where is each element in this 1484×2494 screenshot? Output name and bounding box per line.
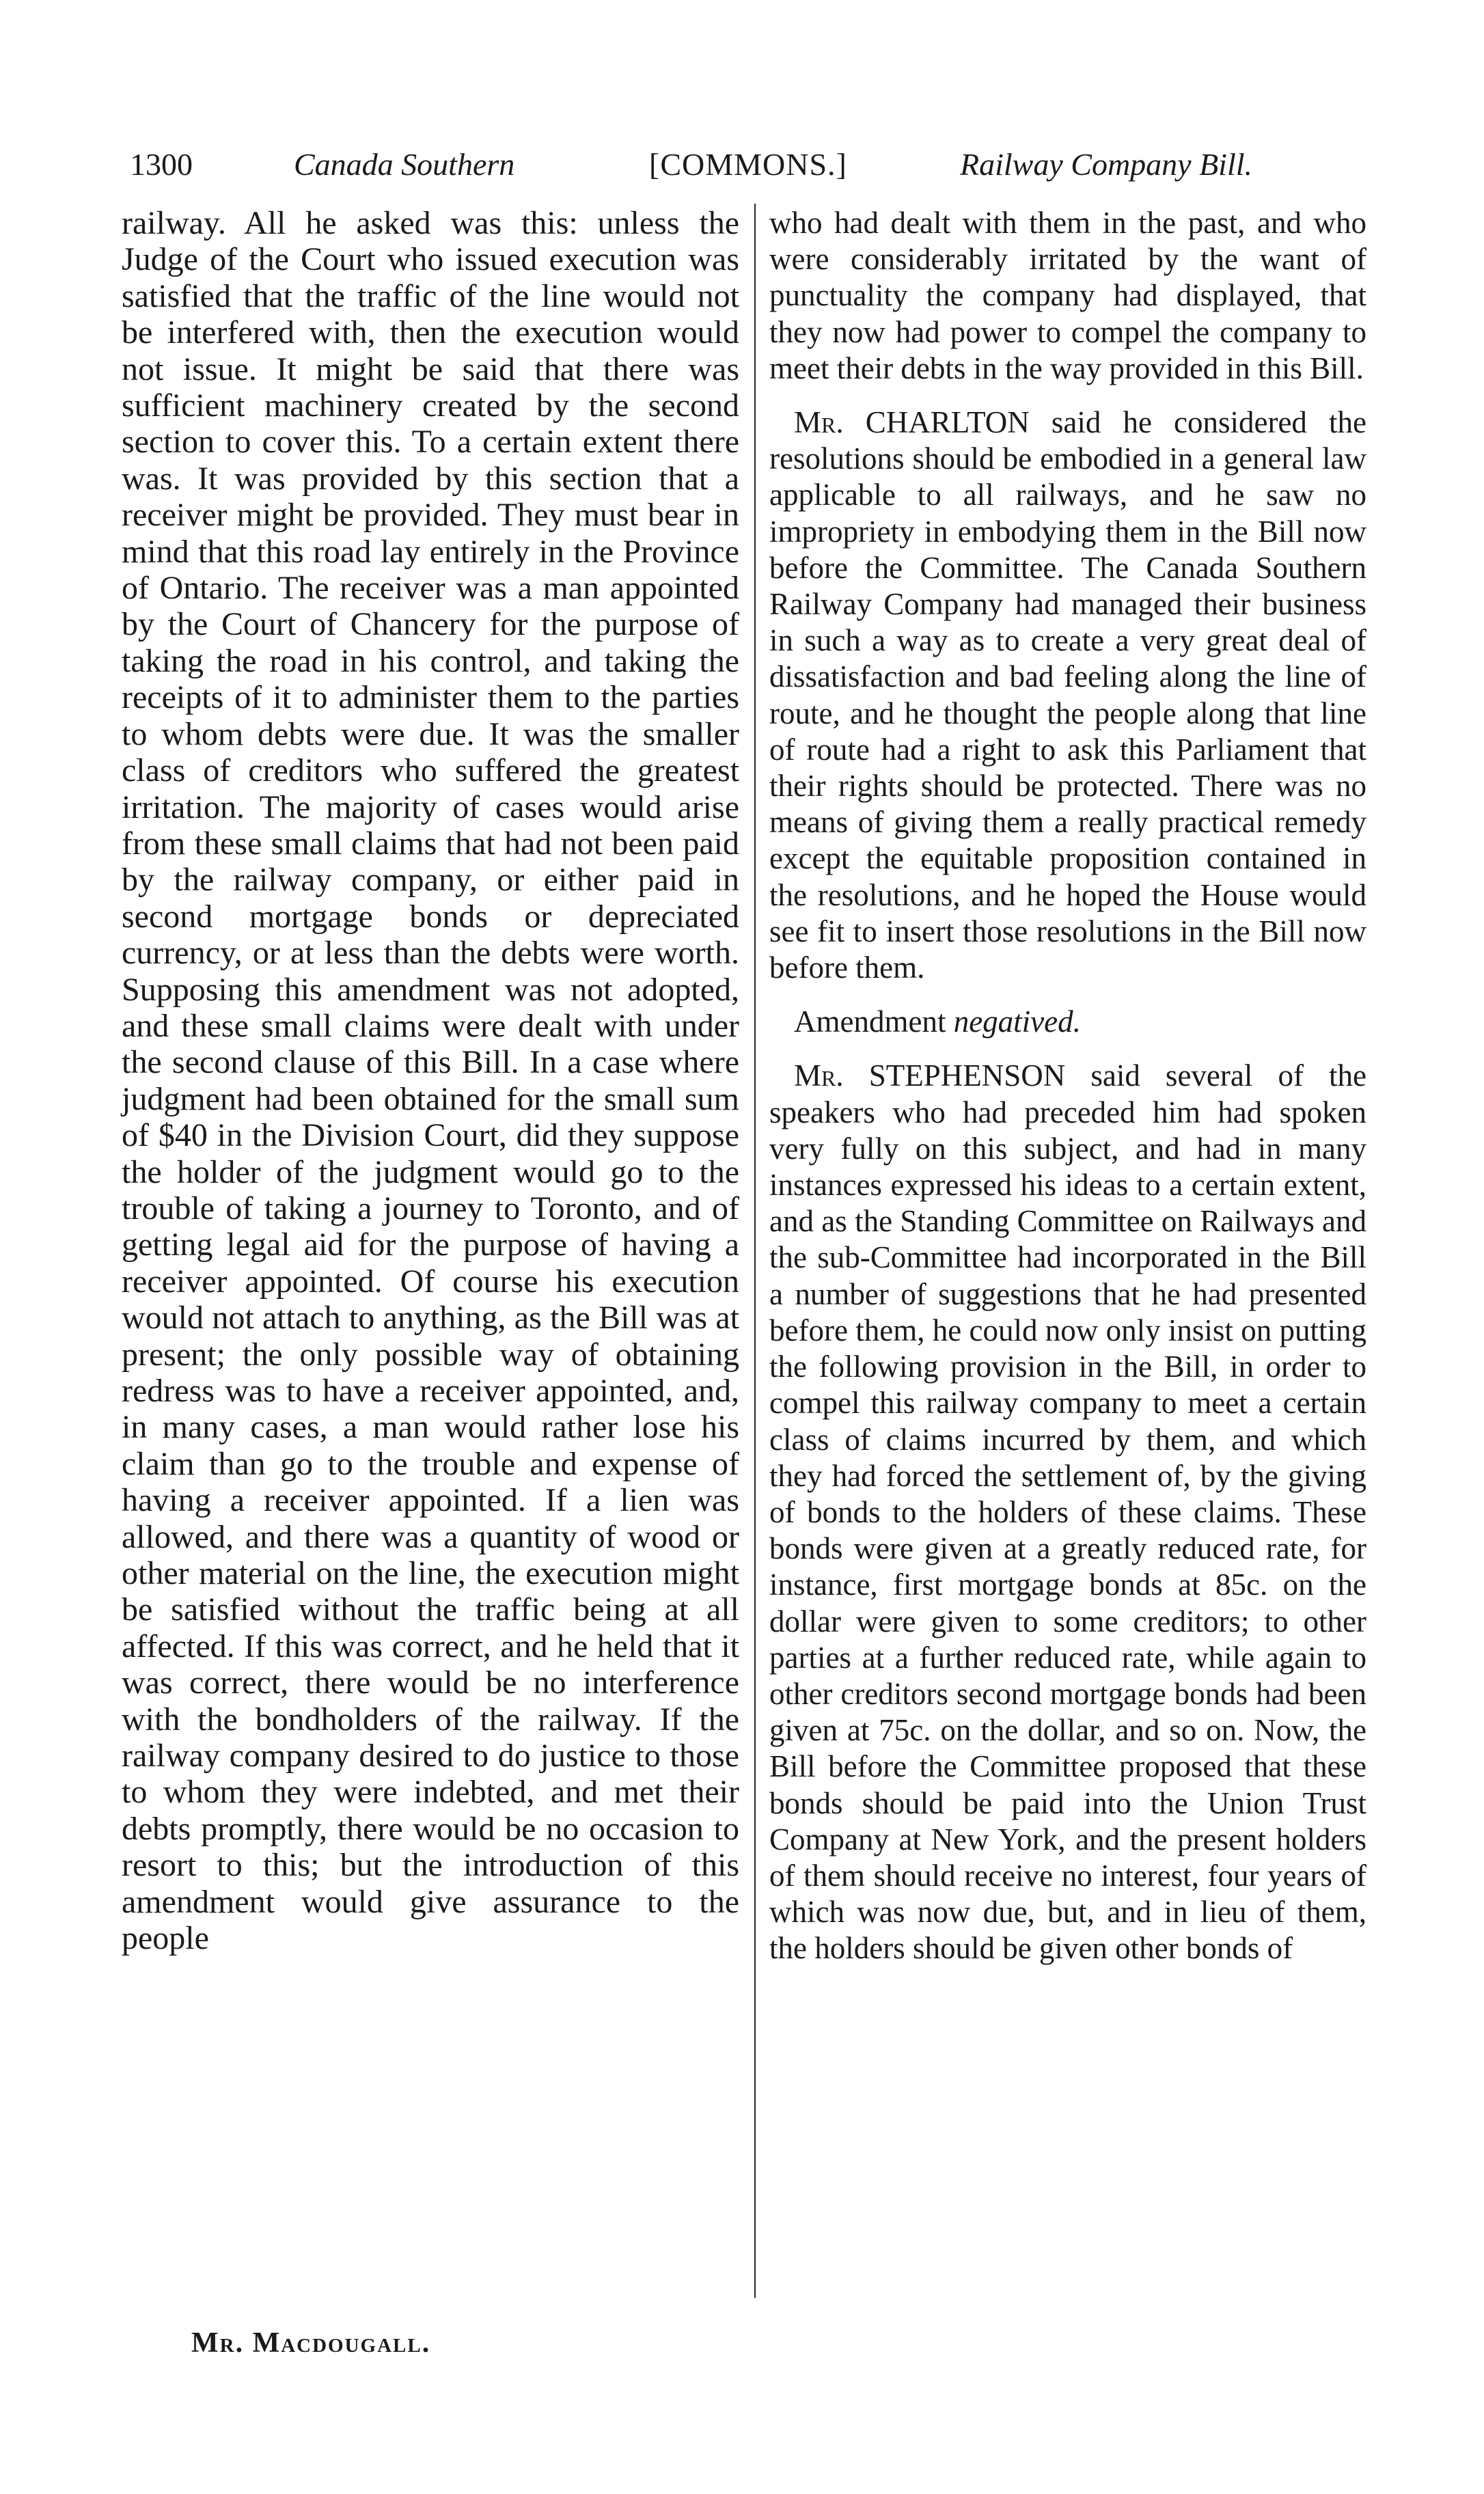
speaker-charlton: Mr. CHARLTON: [794, 405, 1030, 440]
left-column: [122, 205, 739, 1957]
amendment-result: negatived.: [953, 1004, 1081, 1039]
stephenson-speech: said several of the speakers who had preceded him had spoken very fully on this subject, and had in many instances expressed his ideas to a certain extent, and as the Standing Committee on Railways and the sub-Committee had incorporated in the Bill a number of suggestions that he had presented before them, he could now only insist on putting the following provision in the Bill, in order to compel this railway company to meet a certain class of claims incurred by them, and which they had forced the settlement of, by the giving of bonds to the holders of these claims. These bonds were given at a greatly reduced rate, for instance, first mortgage bonds at 85c. on the dollar were given to some creditors; to other parties at a further reduced rate, while again to other creditors second mortgage bonds had been given at 75c. on the dollar, and so on. Now, the Bill before the Committee proposed that these bonds should be paid into the Union Trust Company at New York, and the present holders of them should receive no interest, four years of which was now due, but, and in lieu of them, the holders should be given other bonds of: [769, 1058, 1367, 1966]
left-running-title: Canada Southern: [294, 147, 515, 182]
right-column: [769, 205, 1366, 1967]
right-paragraph-2: [769, 405, 1366, 986]
right-paragraph-3: [769, 1004, 1366, 1040]
right-paragraph-1: who had dealt with them in the past, and who were considerably irritated by the want of punctuality the company had displayed, that they now had power to compel the company to meet their debts in the way provided in this Bill.: [769, 206, 1366, 385]
column-divider: [754, 204, 756, 2298]
left-column-text: railway. All he asked was this: unless the Judge of the Court who issued execution was satisfied that the traffic of the line would not be interfered with, then the execution would not issue. It might be said that there was sufficient machinery created by the second section to cover this. To a certain extent there was. It was provided by this section that a receiver might be provided. They must bear in mind that this road lay entirely in the Province of Ontario. The receiver was a man appointed by the Court of Chancery for the purpose of taking the road in his control, and taking the receipts of it to administer them to the parties to whom debts were due. It was the smaller class of creditors who suffered the greatest irritation. The majority of cases would arise from these small claims that had not been paid by the railway company, or either paid in second mortgage bonds or depreciated currency, or at less than the debts were worth. Supposing this amendment was not adopted, and these small claims were dealt with under the second clause of this Bill. In a case where judgment had been obtained for the small sum of $40 in the Division Court, did they suppose the holder of the judgment would go to the trouble of taking a journey to Toronto, and of getting legal aid for the purpose of having a receiver appointed. Of course his execution would not attach to anything, as the Bill was at present; the only possible way of obtaining redress was to have a receiver appointed, and, in many cases, a man would rather lose his claim than go to the trouble and expense of having a receiver appointed. If a lien was allowed, and there was a quantity of wood or other material on the line, the execution might be satisfied without the traffic being at all affected. If this was correct, and he held that it was correct, there would be no interference with the bondholders of the railway. If the railway company desired to do justice to those to whom they were indebted, and met their debts promptly, there would be no occasion to resort to this; but the introduction of this amendment would give assurance to the people: [122, 205, 739, 1957]
amendment-lead: Amendment: [794, 1004, 954, 1039]
right-paragraph-4: [769, 1058, 1366, 1967]
center-running-title: [COMMONS.]: [649, 147, 847, 182]
charlton-speech: said he considered the resolutions should be embodied in a general law applicable to all railways, and he saw no impropriety in embodying them in the Bill now before the Committee. The Canada Southern Railway Company had managed their business in such a way as to create a very great deal of dissatisfaction and bad feeling along the line of route, and he thought the people along that line of route had a right to ask this Parliament that their rights should be protected. There was no means of giving them a really practical remedy except the equitable proposition contained in the resolutions, and he hoped the House would see fit to insert those resolutions in the Bill now before them.: [769, 405, 1366, 985]
speaker-stephenson: Mr. STEPHENSON: [794, 1058, 1066, 1093]
page-number: 1300: [130, 147, 193, 182]
running-header: [130, 134, 1346, 195]
footer-signature: Mr. Macdougall.: [191, 2327, 431, 2359]
right-running-title: Railway Company Bill.: [960, 147, 1253, 182]
